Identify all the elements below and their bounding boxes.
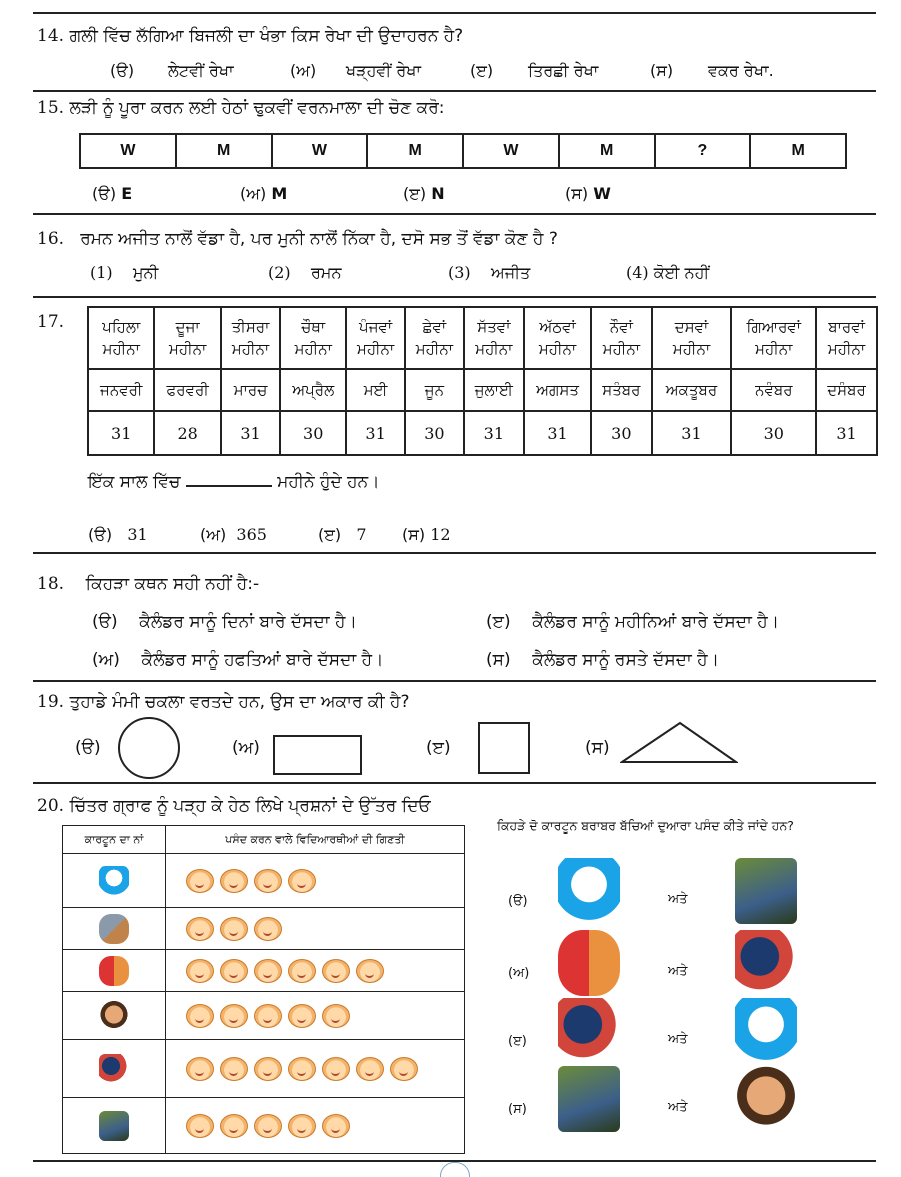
smiley-face-icon — [220, 917, 248, 941]
and-label: ਅਤੇ — [668, 964, 688, 979]
ordinal-cell: ਸੱਤਵਾਂ ਮਹੀਨਾ — [464, 307, 524, 369]
ordinal-cell: ਅੱਠਵਾਂ ਮਹੀਨਾ — [524, 307, 591, 369]
q14-option-b[interactable]: (ਅ) — [290, 61, 317, 80]
days-cell: 31 — [464, 411, 524, 455]
smiley-face-icon — [356, 1057, 384, 1081]
q17-option-a[interactable]: (ੳ) 31 — [88, 525, 148, 544]
smiley-face-icon — [322, 1004, 350, 1028]
days-cell: 28 — [154, 411, 220, 455]
month-cell: ਜੁਲਾਈ — [464, 369, 524, 411]
smiley-face-icon — [186, 869, 214, 893]
and-label: ਅਤੇ — [668, 892, 688, 907]
days-cell: 31 — [346, 411, 405, 455]
q17-option-c[interactable]: (ੲ) 7 — [318, 525, 367, 544]
smiley-face-icon — [186, 917, 214, 941]
count-cell — [166, 908, 465, 950]
count-cell — [166, 854, 465, 908]
divider — [33, 12, 876, 14]
q18-option-b[interactable]: (ਅ) ਕੈਲੰਡਰ ਸਾਨੂੰ ਹਫਤਿਆਂ ਬਾਰੇ ਦੱਸਦਾ ਹੈ। — [92, 650, 384, 670]
smiley-face-icon — [220, 1057, 248, 1081]
q14-option-c-text: ਤਿਰਛੀ ਰੇਖਾ — [528, 61, 599, 80]
fill-in-blank-statement: ਇੱਕ ਸਾਲ ਵਿੱਚ ਮਹੀਨੇ ਹੁੰਦੇ ਹਨ। — [88, 472, 380, 492]
ordinal-cell: ਗਿਆਰਵਾਂ ਮਹੀਨਾ — [731, 307, 816, 369]
question-20 — [37, 796, 431, 816]
question-number: 15. — [37, 98, 65, 118]
question-number: 17. — [37, 312, 65, 332]
q19-option-b[interactable]: (ਅ) — [232, 738, 260, 758]
ordinal-cell: ਦੂਜਾ ਮਹੀਨਾ — [154, 307, 220, 369]
ordinal-cell: ਛੇਵਾਂ ਮਹੀਨਾ — [405, 307, 464, 369]
smiley-face-icon — [186, 1004, 214, 1028]
cartoon-cell — [63, 1098, 166, 1154]
count-cell — [166, 950, 465, 992]
header-cartoon-name: ਕਾਰਟੂਨ ਦਾ ਨਾਂ — [63, 826, 166, 854]
question-number: 20. — [37, 796, 65, 816]
smiley-face-icon — [254, 1057, 282, 1081]
header-student-count: ਪਸੰਦ ਕਰਨ ਵਾਲੇ ਵਿਦਿਆਰਥੀਆਂ ਦੀ ਗਿਣਤੀ — [166, 826, 465, 854]
question-text: ਰਮਨ ਅਜੀਤ ਨਾਲੋਂ ਵੱਡਾ ਹੈ, ਪਰ ਮੁਨੀ ਨਾਲੋਂ ਨਿੱਕਾ ਹੈ, ਦਸੋ ਸਭ ਤੋਂ ਵੱਡਾ ਕੋਣ ਹੈ ? — [80, 229, 558, 249]
pictograph-row — [63, 1098, 465, 1154]
q16-option-2[interactable]: (2) ਰਮਨ — [268, 263, 342, 282]
q15-option-a[interactable]: (ੳ) E — [92, 184, 133, 203]
little-krishna-image — [99, 1111, 129, 1141]
doraemon-image — [99, 866, 129, 896]
question-text: ਗਲੀ ਵਿੱਚ ਲੱਗਿਆ ਬਿਜਲੀ ਦਾ ਖੰਭਾ ਕਿਸ ਰੇਖਾ ਦੀ ਉਦਾਹਰਨ ਹੈ? — [69, 26, 464, 46]
smiley-face-icon — [220, 959, 248, 983]
q14-option-a[interactable]: (ੳ) — [110, 61, 135, 80]
question-text: ਤੁਹਾਡੇ ਮੰਮੀ ਚਕਲਾ ਵਰਤਦੇ ਹਨ, ਉਸ ਦਾ ਅਕਾਰ ਕੀ ਹੈ? — [69, 692, 410, 712]
sequence-cell: M — [560, 135, 656, 167]
sequence-cell: M — [791, 142, 805, 159]
q16-option-1[interactable]: (1) ਮੁਨੀ — [90, 263, 159, 282]
q16-option-3[interactable]: (3) ਅਜੀਤ — [448, 263, 531, 282]
divider — [33, 213, 876, 215]
smiley-face-icon — [254, 917, 282, 941]
smiley-face-icon — [288, 1004, 316, 1028]
divider — [33, 680, 876, 682]
little-krishna-image — [558, 1066, 620, 1132]
smiley-face-icon — [356, 959, 384, 983]
cartoon-cell — [63, 908, 166, 950]
months-table — [87, 306, 878, 456]
smiley-face-icon — [220, 869, 248, 893]
smiley-face-icon — [220, 1114, 248, 1138]
shin-chan-image — [558, 998, 620, 1064]
question-number: 16. — [37, 229, 65, 249]
ordinal-cell: ਚੌਥਾ ਮਹੀਨਾ — [280, 307, 346, 369]
question-15 — [37, 98, 444, 118]
count-cell — [166, 1098, 465, 1154]
days-cell: 31 — [816, 411, 877, 455]
divider — [33, 90, 876, 92]
q14-option-b-text: ਖੜ੍ਹਵੀਂ ਰੇਖਾ — [346, 61, 421, 80]
square-shape — [478, 722, 530, 774]
page-marker — [440, 1162, 470, 1177]
q20-option-3[interactable]: (ੲ) — [508, 1034, 527, 1049]
q17-option-b[interactable]: (ਅ) 365 — [200, 525, 267, 544]
shin-chan-image — [735, 930, 797, 996]
q15-option-c[interactable]: (ੲ) N — [403, 184, 445, 203]
q15-option-b[interactable]: (ਅ) M — [240, 184, 288, 203]
motu-patlu-image — [99, 956, 129, 986]
tom-and-jerry-image — [99, 914, 129, 944]
pictograph-table — [62, 825, 465, 1154]
q17-option-d[interactable]: (ਸ) 12 — [402, 525, 451, 544]
smiley-face-icon — [288, 869, 316, 893]
question-text: ਕਿਹੜਾ ਕਥਨ ਸਹੀ ਨਹੀਂ ਹੈ:- — [85, 574, 260, 594]
smiley-face-icon — [254, 1114, 282, 1138]
days-cell: 30 — [591, 411, 651, 455]
smiley-face-icon — [254, 1004, 282, 1028]
sequence-cell: W — [464, 135, 560, 167]
pictograph-row — [63, 950, 465, 992]
question-14 — [37, 26, 463, 46]
month-cell: ਮਈ — [346, 369, 405, 411]
q14-option-d[interactable]: (ਸ) — [650, 61, 674, 80]
smiley-face-icon — [322, 1114, 350, 1138]
q14-option-a-text: ਲੇਟਵੀਂ ਰੇਖਾ — [168, 61, 234, 80]
q20-option-1[interactable]: (ੳ) — [508, 894, 528, 909]
month-cell: ਜੂਨ — [405, 369, 464, 411]
month-cell: ਜਨਵਰੀ — [88, 369, 154, 411]
days-cell: 30 — [731, 411, 816, 455]
ordinal-cell: ਬਾਰਵਾਂ ਮਹੀਨਾ — [816, 307, 877, 369]
month-cell: ਅਕਤੂਬਰ — [652, 369, 732, 411]
divider — [33, 552, 876, 554]
motu-patlu-image — [558, 930, 620, 996]
little-krishna-image — [735, 858, 797, 924]
days-cell: 30 — [405, 411, 464, 455]
days-cell: 31 — [524, 411, 591, 455]
question-18 — [37, 574, 259, 594]
smiley-face-icon — [220, 1004, 248, 1028]
triangle-shape — [620, 720, 738, 764]
count-cell — [166, 992, 465, 1040]
month-cell: ਸਤੰਬਰ — [591, 369, 651, 411]
q15-option-d[interactable]: (ਸ) W — [565, 184, 611, 203]
q14-option-c[interactable]: (ੲ) — [470, 61, 494, 80]
q19-option-c[interactable]: (ੲ) — [426, 738, 451, 758]
divider — [33, 296, 876, 298]
q20-option-4[interactable]: (ਸ) — [508, 1102, 527, 1117]
sequence-cell: M — [368, 135, 464, 167]
month-cell: ਅਪ੍ਰੈਲ — [280, 369, 346, 411]
sequence-cell: W — [81, 135, 177, 167]
ordinal-cell: ਨੌਵਾਂ ਮਹੀਨਾ — [591, 307, 651, 369]
chhota-bheem-image — [735, 1066, 797, 1132]
days-cell: 31 — [652, 411, 732, 455]
sub-question: ਕਿਹੜੇ ਦੋ ਕਾਰਟੂਨ ਬਰਾਬਰ ਬੱਚਿਆਂ ਦੁਆਰਾ ਪਸੰਦ ਕੀਤੇ ਜਾਂਦੇ ਹਨ? — [497, 818, 794, 833]
ordinal-cell: ਪੰਜਵਾਂ ਮਹੀਨਾ — [346, 307, 405, 369]
pictograph-row — [63, 854, 465, 908]
month-cell: ਦਸੰਬਰ — [816, 369, 877, 411]
smiley-face-icon — [390, 1057, 418, 1081]
smiley-face-icon — [288, 1114, 316, 1138]
pictograph-row — [63, 908, 465, 950]
days-cell: 31 — [88, 411, 154, 455]
ordinal-cell: ਤੀਸਰਾ ਮਹੀਨਾ — [221, 307, 280, 369]
q18-option-a[interactable]: (ੳ) ਕੈਲੰਡਰ ਸਾਨੂੰ ਦਿਨਾਂ ਬਾਰੇ ਦੱਸਦਾ ਹੈ। — [92, 612, 357, 632]
smiley-face-icon — [322, 1057, 350, 1081]
month-cell: ਫਰਵਰੀ — [154, 369, 220, 411]
q20-option-2[interactable]: (ਅ) — [508, 966, 530, 981]
rectangle-shape — [273, 735, 362, 775]
answer-blank[interactable] — [186, 485, 272, 487]
q16-option-4[interactable]: (4) ਕੋਈ ਨਹੀਂ — [626, 263, 710, 282]
divider — [33, 782, 876, 784]
question-number: 18. — [37, 574, 65, 594]
smiley-face-icon — [254, 959, 282, 983]
question-text: ਲੜੀ ਨੂੰ ਪੂਰਾ ਕਰਨ ਲਈ ਹੇਠਾਂ ਢੁਕਵੀਂ ਵਰਨਮਾਲਾ ਦੀ ਚੋਣ ਕਰੋ: — [69, 98, 445, 118]
count-cell — [166, 1040, 465, 1098]
and-label: ਅਤੇ — [668, 1032, 688, 1047]
days-cell: 31 — [221, 411, 280, 455]
q14-option-d-text: ਵਕਰ ਰੇਖਾ. — [708, 61, 774, 80]
ordinal-cell: ਪਹਿਲਾ ਮਹੀਨਾ — [88, 307, 154, 369]
smiley-face-icon — [186, 1057, 214, 1081]
q19-option-a[interactable]: (ੳ) — [75, 738, 101, 758]
circle-shape — [118, 717, 180, 779]
cartoon-cell — [63, 992, 166, 1040]
smiley-face-icon — [288, 959, 316, 983]
sequence-cell: W — [273, 135, 369, 167]
question-16 — [37, 229, 558, 249]
q18-option-c[interactable]: (ੲ) ਕੈਲੰਡਰ ਸਾਨੂੰ ਮਹੀਨਿਆਂ ਬਾਰੇ ਦੱਸਦਾ ਹੈ। — [486, 612, 780, 632]
smiley-face-icon — [186, 959, 214, 983]
shin-chan-image — [99, 1054, 129, 1084]
smiley-face-icon — [322, 959, 350, 983]
and-label: ਅਤੇ — [668, 1100, 688, 1115]
smiley-face-icon — [288, 1057, 316, 1081]
month-cell: ਮਾਰਚ — [221, 369, 280, 411]
smiley-face-icon — [254, 869, 282, 893]
pictograph-row — [63, 1040, 465, 1098]
doraemon-image — [558, 858, 620, 924]
q18-option-d[interactable]: (ਸ) ਕੈਲੰਡਰ ਸਾਨੂੰ ਰਸਤੇ ਦੱਸਦਾ ਹੈ। — [486, 650, 720, 670]
sequence-cell: M — [177, 135, 273, 167]
smiley-face-icon — [186, 1114, 214, 1138]
pictograph-row — [63, 992, 465, 1040]
letter-sequence — [79, 133, 847, 169]
sequence-cell-missing: ? — [656, 135, 752, 167]
question-number: 19. — [37, 692, 65, 712]
question-text: ਚਿੱਤਰ ਗ੍ਰਾਫ ਨੂੰ ਪੜ੍ਹ ਕੇ ਹੇਠ ਲਿਖੇ ਪ੍ਰਸ਼ਨਾਂ ਦੇ ਉੱਤਰ ਦਿਓ — [69, 796, 431, 816]
question-19 — [37, 692, 410, 712]
month-cell: ਨਵੰਬਰ — [731, 369, 816, 411]
cartoon-cell — [63, 950, 166, 992]
chhota-bheem-image — [99, 1001, 129, 1031]
q19-option-d[interactable]: (ਸ) — [585, 738, 610, 758]
days-cell: 30 — [280, 411, 346, 455]
doraemon-image — [735, 998, 797, 1064]
cartoon-cell — [63, 854, 166, 908]
cartoon-cell — [63, 1040, 166, 1098]
month-cell: ਅਗਸਤ — [524, 369, 591, 411]
question-number: 14. — [37, 26, 65, 46]
ordinal-cell: ਦਸਵਾਂ ਮਹੀਨਾ — [652, 307, 732, 369]
